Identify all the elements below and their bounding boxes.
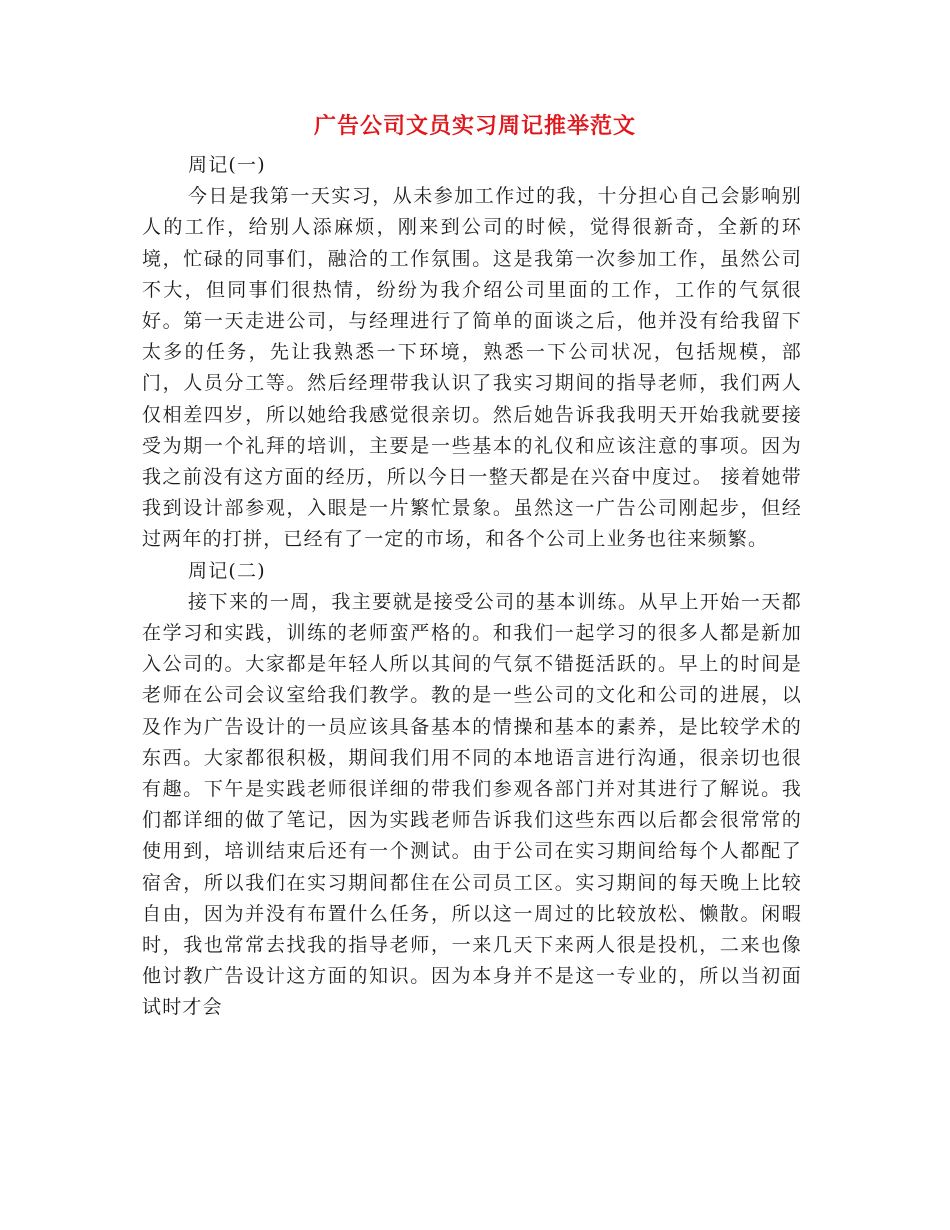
- section-paragraph-week-2: 接下来的一周，我主要就是接受公司的基本训练。从早上开始一天都在学习和实践，训练的老师蛮严格的。和我们一起学习的很多人都是新加入公司的。大家都是年轻人所以其间的气氛不错挺活跃的。早上的时间是老师在公司会议室给我们教学。教的是一些公司的文化和公司的进展，以及作为广告设计的一员应该具备基本的情操和基本的素养，是比较学术的东西。大家都很积极，期间我们用不同的本地语言进行沟通，很亲切也很有趣。下午是实践老师很详细的带我们参观各部门并对其进行了解说。我们都详细的做了笔记，因为实践老师告诉我们这些东西以后都会很常常的使用到，培训结束后还有一个测试。由于公司在实习期间给每个人都配了宿舍，所以我们在实习期间都住在公司员工区。实习期间的每天晚上比较自由，因为并没有布置什么任务，所以这一周过的比较放松、懒散。闲暇时，我也常常去找我的指导老师，一来几天下来两人很是投机，二来也像他讨教广告设计这方面的知识。因为本身并不是这一专业的，所以当初面试时才会: [142, 590, 802, 1019]
- document-title: 广告公司文员实习周记推举范文: [313, 113, 636, 139]
- section-heading-week-2: 周记(二): [188, 559, 266, 582]
- document-body: [142, 150, 802, 1024]
- section-paragraph-week-1: 今日是我第一天实习，从未参加工作过的我，十分担心自己会影响别人的工作，给别人添麻烦，刚来到公司的时候，觉得很新奇，全新的环境，忙碌的同事们，融洽的工作氛围。这是我第一次参加工作，虽然公司不大，但同事们很热情，纷纷为我介绍公司里面的工作，工作的气氛很好。第一天走进公司，与经理进行了简单的面谈之后，他并没有给我留下太多的任务，先让我熟悉一下环境，熟悉一下公司状况，包括规模，部门，人员分工等。然后经理带我认识了我实习期间的指导老师，我们两人仅相差四岁，所以她给我感觉很亲切。然后她告诉我我明天开始我就要接受为期一个礼拜的培训，主要是一些基本的礼仪和应该注意的事项。因为我之前没有这方面的经历，所以今日一整天都是在兴奋中度过。 接着她带我到设计部参观，入眼是一片繁忙景象。虽然这一广告公司刚起步，但经过两年的打拼，已经有了一定的市场，和各个公司上业务也往来频繁。: [142, 185, 802, 551]
- section-heading-week-1: 周记(一): [188, 154, 266, 176]
